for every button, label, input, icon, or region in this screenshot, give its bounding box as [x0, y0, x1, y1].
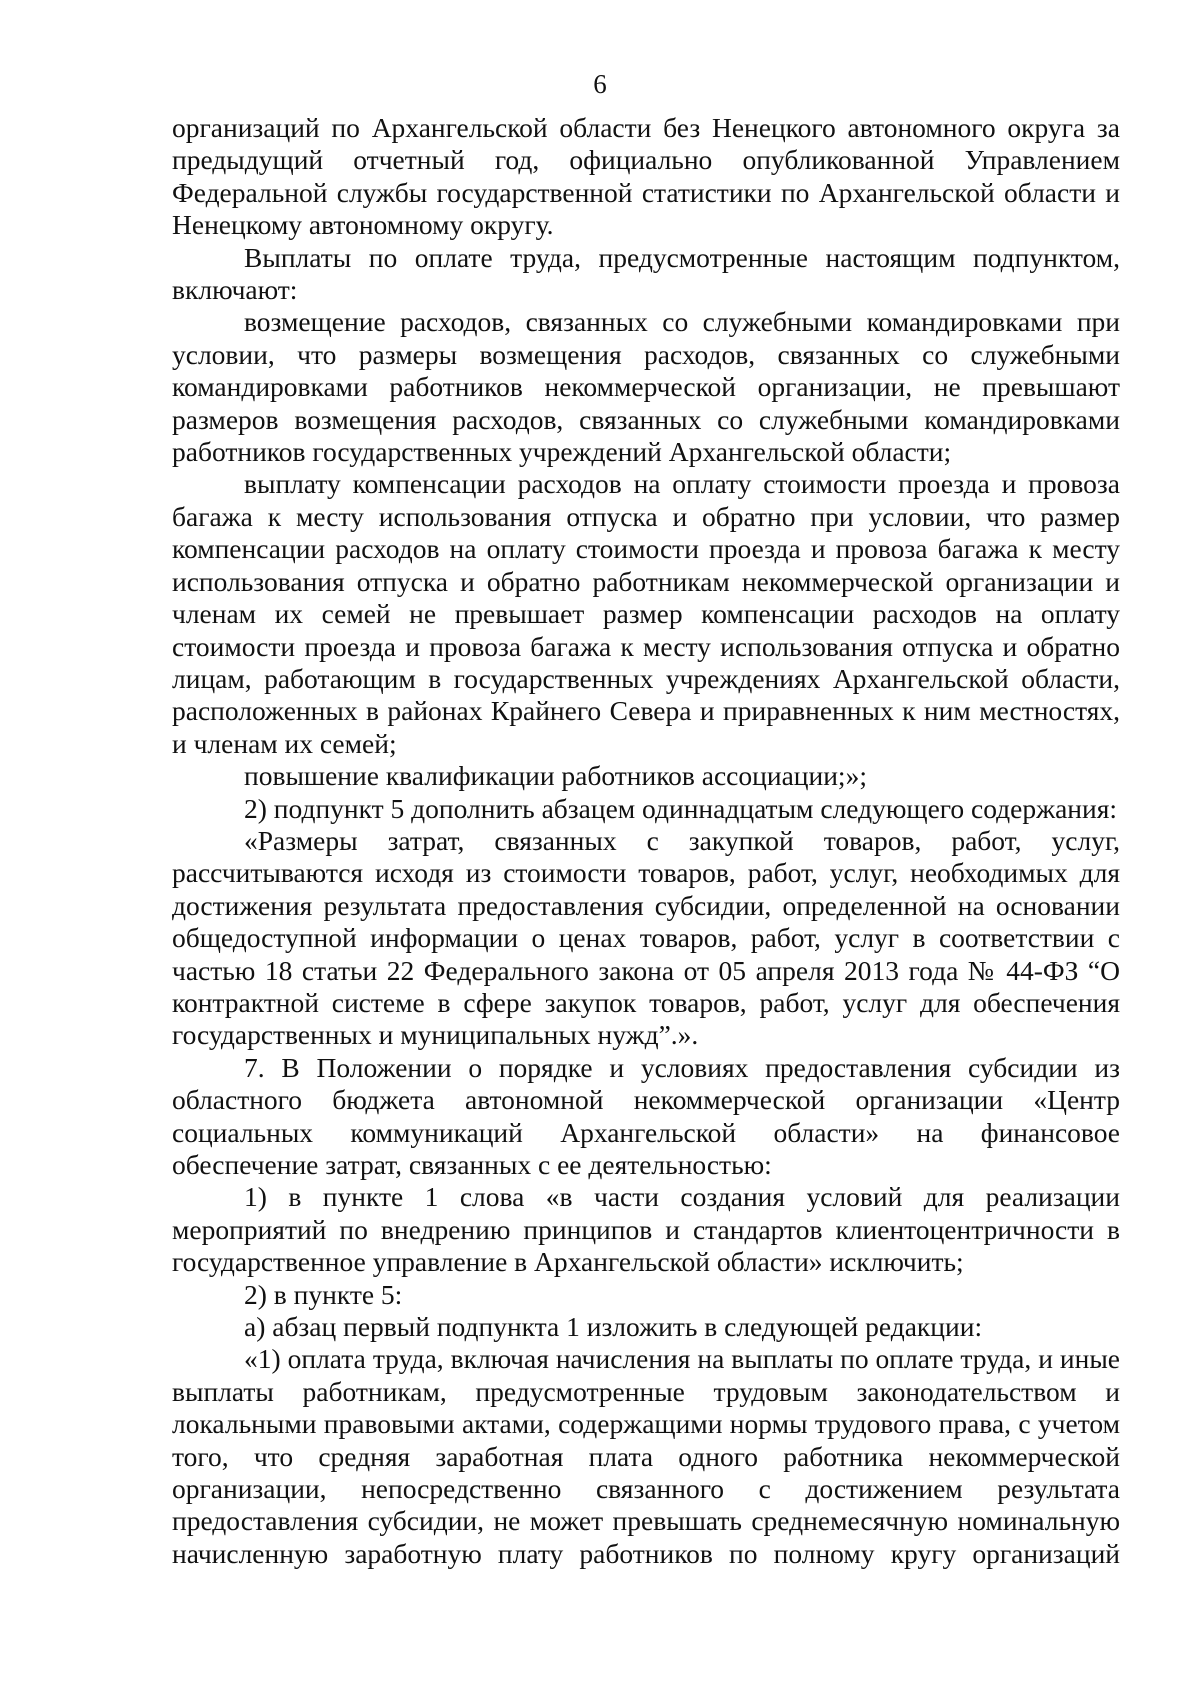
- paragraph-travel-compensation: выплату компенсации расходов на оплату стоимости проезда и провоза багажа к месту использования отпуска и обратно при условии, что размер компенсации расходов на оплату стоимости проезда и провоза багажа к месту использования отпуска и обратно работникам некоммерческой организации и членам их семей не превышает размер компенсации расходов на оплату стоимости проезда и провоза багажа к месту использования отпуска и обратно лицам, работающим в государственных учреждениях Архангельской области, расположенных в районах Крайнего Севера и приравненных к ним местностях, и членам их семей;: [172, 468, 1120, 759]
- paragraph-point-1: 1) в пункте 1 слова «в части создания условий для реализации мероприятий по внедрению принципов и стандартов клиентоцентричности в государственное управление в Архангельской области» исключить;: [172, 1181, 1120, 1278]
- paragraph-subpoint-a: а) абзац первый подпункта 1 изложить в следующей редакции:: [244, 1311, 983, 1343]
- document-body: [172, 112, 1120, 1570]
- paragraph-procurement-costs: «Размеры затрат, связанных с закупкой товаров, работ, услуг, рассчитываются исходя из стоимости товаров, работ, услуг, необходимых для достижения результата предоставления субсидии, определенной на основании общедоступной информации о ценах товаров, работ, услуг в соответствии с частью 18 статьи 22 Федерального закона от 05 апреля 2013 года № 44-ФЗ “О контрактной системе в сфере закупок товаров, работ, услуг для обеспечения государственных и муниципальных нужд”.».: [172, 824, 1120, 1051]
- paragraph-business-trips: возмещение расходов, связанных со служебными командировками при условии, что размеры возмещения расходов, связанных со служебными командировками работников некоммерческой организации, не превышают размеров возмещения расходов, связанных со служебными командировками работников государственных учреждений Архангельской области;: [172, 306, 1120, 468]
- paragraph-payments-include: Выплаты по оплате труда, предусмотренные настоящим подпунктом, включают:: [172, 241, 1120, 306]
- paragraph-section-7: 7. В Положении о порядке и условиях предоставления субсидии из областного бюджета автономной некоммерческой организации «Центр социальных коммуникаций Архангельской области» на финансовое обеспечение затрат, связанных с ее деятельностью:: [172, 1051, 1120, 1180]
- paragraph-qualification: повышение квалификации работников ассоциации;»;: [244, 760, 867, 792]
- paragraph-subpoint-5: 2) подпункт 5 дополнить абзацем одиннадцатым следующего содержания:: [244, 792, 1118, 824]
- paragraph-continuation: организаций по Архангельской области без Ненецкого автономного округа за предыдущий отчетный год, официально опубликованной Управлением Федеральной службы государственной статистики по Архангельской области и Ненецкому автономному округу.: [172, 112, 1120, 241]
- paragraph-labor-payment: «1) оплата труда, включая начисления на выплаты по оплате труда, и иные выплаты работникам, предусмотренные трудовым законодательством и локальными правовыми актами, содержащими нормы трудового права, с учетом того, что средняя заработная плата одного работника некоммерческой организации, непосредственно связанного с достижением результата предоставления субсидии, не может превышать среднемесячную номинальную начисленную заработную плату работников по полному кругу организаций: [172, 1343, 1120, 1569]
- page-number: 6: [593, 69, 607, 99]
- paragraph-point-5: 2) в пункте 5:: [244, 1278, 403, 1310]
